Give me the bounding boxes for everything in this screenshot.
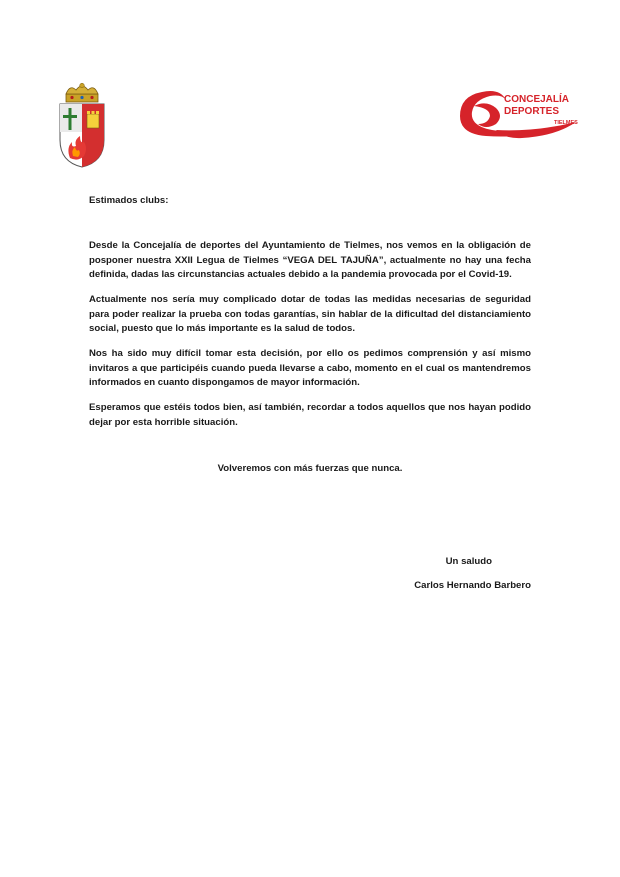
concejalia-deportes-logo [456, 86, 582, 142]
salute: Un saludo [445, 556, 492, 567]
letter-paragraph-2: Actualmente nos sería muy complicado dotar de todas las medidas necesarias de seguridad para poder realizar la prueba con todas garantías, sin hablar de la dificultad del distanciamiento social, puesto que lo más importante es la salud de todos. [89, 294, 531, 335]
signer-name: Carlos Hernando Barbero [414, 580, 531, 591]
logo-text-line3: TIELMES [554, 120, 578, 126]
letter-paragraph-1: Desde la Concejalía de deportes del Ayuntamiento de Tielmes, nos vemos en la obligación de posponer nuestra XXII Legua de Tielmes “VEGA DEL TAJUÑA”, actualmente no hay una fecha definida, dadas las circunstancias actuales debido a la pandemia provocada por el Covid-19. [89, 240, 531, 281]
closing-line: Volveremos con más fuerzas que nunca. [217, 463, 403, 474]
logo-text-line2: DEPORTES [504, 106, 560, 117]
letter-greeting: Estimados clubs: [89, 195, 169, 206]
letter-paragraph-4: Esperamos que estéis todos bien, así también, recordar a todos aquellos que nos hayan podido dejar por esta horrible situación. [89, 402, 531, 428]
coat-of-arms-icon [56, 82, 108, 168]
letter-paragraph-3: Nos ha sido muy difícil tomar esta decisión, por ello os pedimos comprensión y así mismo invitaros a que participéis cuando pueda llevarse a cabo, momento en el cual os mantendremos informados en cuanto dispongamos de mayor información. [89, 348, 531, 389]
logo-text-line1: CONCEJALÍA [504, 94, 570, 105]
